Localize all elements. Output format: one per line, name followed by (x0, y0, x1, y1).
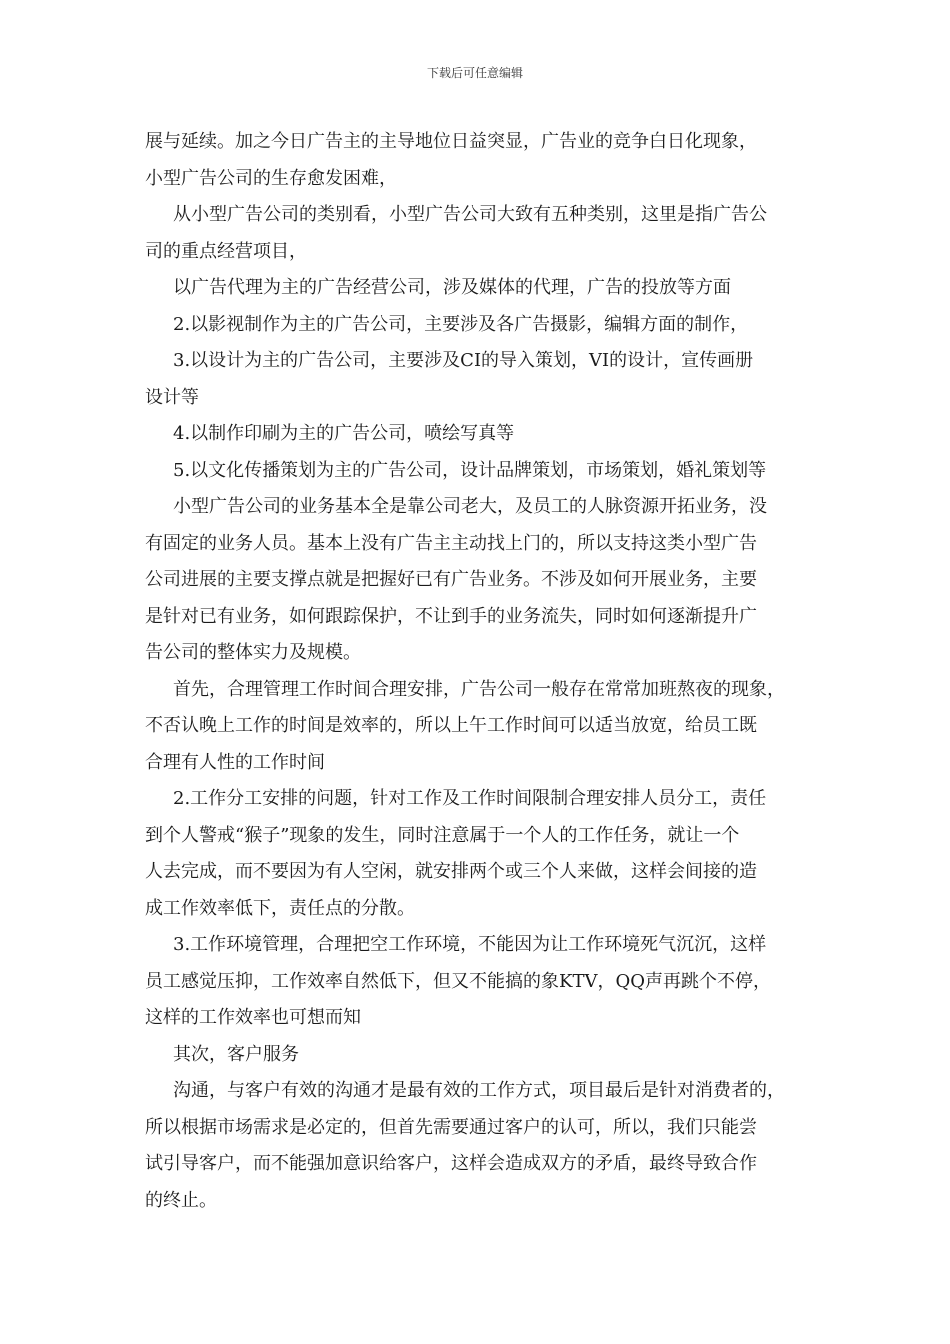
text-line: 公司进展的主要支撑点就是把握好已有广告业务。不涉及如何开展业务，主要 (145, 569, 757, 590)
text-line: 展与延续。加之今日广告主的主导地位日益突显，广告业的竞争白日化现象， (145, 131, 757, 152)
text-line: 的终止。 (145, 1189, 217, 1211)
text-line: 4.以制作印刷为主的广告公司，喷绘写真等 (173, 423, 515, 444)
text-line: 不否认晚上工作的时间是效率的，所以上午工作时间可以适当放宽，给员工既 (145, 715, 757, 736)
text-line: 以广告代理为主的广告经营公司，涉及媒体的代理，广告的投放等方面 (173, 277, 731, 298)
text-line: 3.以设计为主的广告公司，主要涉及CI的导入策划，VI的设计，宣传画册 (173, 350, 754, 371)
text-line: 司的重点经营项目， (145, 240, 307, 262)
text-line: 员工感觉压抑，工作效率自然低下，但又不能搞的象KTV，QQ声再跳个不停， (145, 970, 771, 992)
text-line: 是针对已有业务，如何跟踪保护，不让到手的业务流失，同时如何逐渐提升广 (145, 605, 757, 627)
text-line: 其次，客户服务 (173, 1043, 299, 1065)
text-line: 沟通，与客户有效的沟通才是最有效的工作方式，项目最后是针对消费者的， (173, 1080, 785, 1101)
text-line: 2.以影视制作为主的广告公司，主要涉及各广告摄影，编辑方面的制作， (173, 313, 749, 335)
text-line: 所以根据市场需求是必定的，但首先需要通过客户的认可，所以，我们只能尝 (145, 1116, 757, 1138)
text-line: 小型广告公司的业务基本全是靠公司老大，及员工的人脉资源开拓业务，没 (173, 496, 767, 517)
text-line: 5.以文化传播策划为主的广告公司，设计品牌策划，市场策划，婚礼策划等 (173, 459, 767, 481)
text-line: 有固定的业务人员。基本上没有广告主主动找上门的，所以支持这类小型广告 (145, 532, 757, 554)
text-line: 试引导客户，而不能强加意识给客户，这样会造成双方的矛盾，最终导致合作 (145, 1153, 757, 1174)
text-line: 人去完成，而不要因为有人空闲，就安排两个或三个人来做，这样会间接的造 (145, 861, 757, 882)
text-line: 这样的工作效率也可想而知 (145, 1007, 361, 1028)
text-line: 首先，合理管理工作时间合理安排，广告公司一般存在常常加班熬夜的现象， (173, 678, 785, 700)
text-line: 3.工作环境管理，合理把空工作环境，不能因为让工作环境死气沉沉，这样 (173, 934, 767, 955)
page-header: 下载后可任意编辑 (426, 66, 523, 80)
text-line: 告公司的整体实力及规模。 (145, 642, 361, 663)
text-line: 设计等 (145, 386, 199, 408)
text-line: 合理有人性的工作时间 (145, 751, 325, 773)
text-line: 小型广告公司的生存愈发困难， (145, 167, 397, 189)
document-body (145, 124, 813, 1219)
text-line: 到个人警戒“猴子”现象的发生，同时注意属于一个人的工作任务，就让一个 (145, 824, 740, 846)
text-line: 成工作效率低下，责任点的分散。 (145, 897, 415, 919)
text-line: 2.工作分工安排的问题，针对工作及工作时间限制合理安排人员分工，责任 (173, 788, 767, 809)
text-line: 从小型广告公司的类别看，小型广告公司大致有五种类别，这里是指广告公 (173, 204, 767, 225)
